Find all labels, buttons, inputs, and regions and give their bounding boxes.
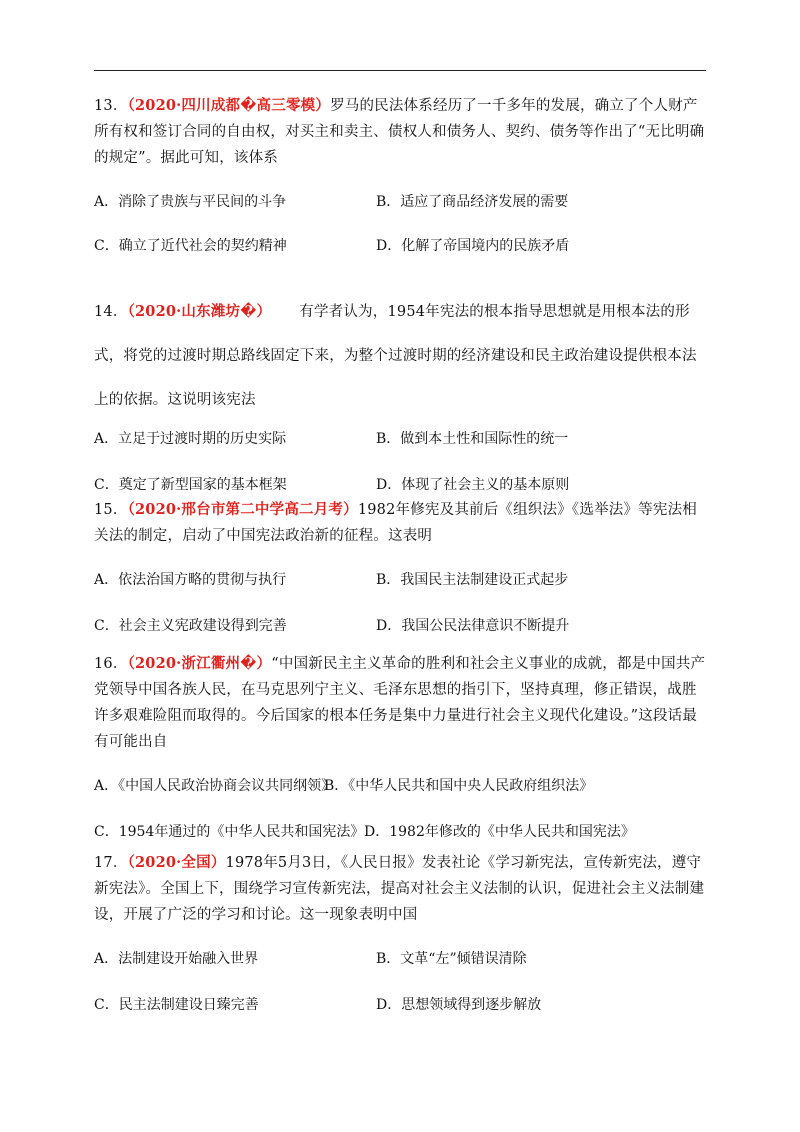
option-a[interactable]: A．依法治国方略的贯彻与执行 <box>94 572 287 588</box>
option-row <box>94 948 708 968</box>
question-text: 罗马的民法体系经历了一千多年的发展，确立了个人财产所有权和签订合同的自由权，对买主和卖主、债权人和债务人、契约、债务等作出了“无比明确的规定”。据此可知，该体系 <box>94 98 705 166</box>
option-row <box>94 474 708 494</box>
question-source: （2020·山东潍坊�） <box>127 303 272 320</box>
option-c[interactable]: C．民主法制建设日臻完善 <box>94 997 259 1013</box>
question-number: 16． <box>94 656 128 672</box>
question-15 <box>94 497 708 635</box>
question-source: （2020·全国） <box>127 854 226 871</box>
question-number: 13． <box>94 98 128 114</box>
option-row <box>94 821 708 841</box>
question-source: （2020·邢台市第二中学高二月考） <box>127 501 358 518</box>
option-a[interactable]: A．消除了贵族与平民间的斗争 <box>94 194 287 210</box>
question-number: 15． <box>94 502 128 518</box>
option-a[interactable]: A．《中国人民政治协商会议共同纲领》 <box>94 778 336 794</box>
question-number: 17． <box>94 855 128 871</box>
option-row <box>94 994 708 1014</box>
question-stem <box>94 290 708 422</box>
question-stem <box>94 93 708 171</box>
question-stem <box>94 497 708 549</box>
question-text: “中国新民主主义革命的胜利和社会主义事业的成就，都是中国共产党领导中国各族人民，在马克思列宁主义、毛泽东思想的指引下，坚持真理，修正错误，战胜许多艰难险阻而取得的。今后国家的根本任务是集中力量进行社会主义现代化建设。”这段话最有可能出自 <box>94 656 706 750</box>
option-b[interactable]: B．《中华人民共和国中央人民政府组织法》 <box>324 778 594 794</box>
question-text: 1982年修宪及其前后《组织法》《选举法》等宪法相关法的制定，启动了中国宪法政治新的征程。这表明 <box>94 502 697 544</box>
question-13 <box>94 93 708 255</box>
question-text: 有学者认为，1954年宪法的根本指导思想就是用根本法的形式，将党的过渡时期总路线固定下来，为整个过渡时期的经济建设和民主政治建设提供根本法上的依据。这说明该宪法 <box>94 304 697 408</box>
option-c[interactable]: C．1954年通过的《中华人民共和国宪法》 <box>94 824 365 840</box>
question-source: （2020·四川成都�高三零模） <box>127 97 331 114</box>
option-b[interactable]: B．文革“左”倾错误清除 <box>376 951 527 967</box>
option-d[interactable]: D．化解了帝国境内的民族矛盾 <box>376 238 570 254</box>
option-c[interactable]: C．奠定了新型国家的基本框架 <box>94 477 287 493</box>
question-number: 14． <box>94 304 128 320</box>
question-17 <box>94 850 708 1014</box>
option-row <box>94 428 708 448</box>
option-a[interactable]: A．法制建设开始融入世界 <box>94 951 259 967</box>
option-d[interactable]: D．思想领域得到逐步解放 <box>376 997 542 1013</box>
question-stem <box>94 651 708 755</box>
option-row <box>94 615 708 635</box>
option-row <box>94 569 708 589</box>
option-b[interactable]: B．做到本土性和国际性的统一 <box>376 431 569 447</box>
option-d[interactable]: D．体现了社会主义的基本原则 <box>376 477 570 493</box>
option-b[interactable]: B．适应了商品经济发展的需要 <box>376 194 569 210</box>
header-rule <box>94 70 706 71</box>
option-c[interactable]: C．确立了近代社会的契约精神 <box>94 238 287 254</box>
question-16 <box>94 651 708 841</box>
option-b[interactable]: B．我国民主法制建设正式起步 <box>376 572 569 588</box>
option-d[interactable]: D．1982年修改的《中华人民共和国宪法》 <box>364 824 635 840</box>
question-source: （2020·浙江衢州�） <box>127 655 272 672</box>
option-row <box>94 235 708 255</box>
question-stem <box>94 850 708 928</box>
option-d[interactable]: D．我国公民法律意识不断提升 <box>376 618 570 634</box>
question-14 <box>94 290 708 494</box>
option-row <box>94 191 708 211</box>
option-row <box>94 775 708 795</box>
question-text: 1978年5月3日，《人民日报》发表社论《学习新宪法，宣传新宪法，遵守新宪法》。全国上下，围绕学习宣传新宪法，提高对社会主义法制的认识，促进社会主义法制建设，开展了广泛的学习和讨论。这一现象表明中国 <box>94 855 705 923</box>
option-a[interactable]: A．立足于过渡时期的历史实际 <box>94 431 287 447</box>
option-c[interactable]: C．社会主义宪政建设得到完善 <box>94 618 287 634</box>
